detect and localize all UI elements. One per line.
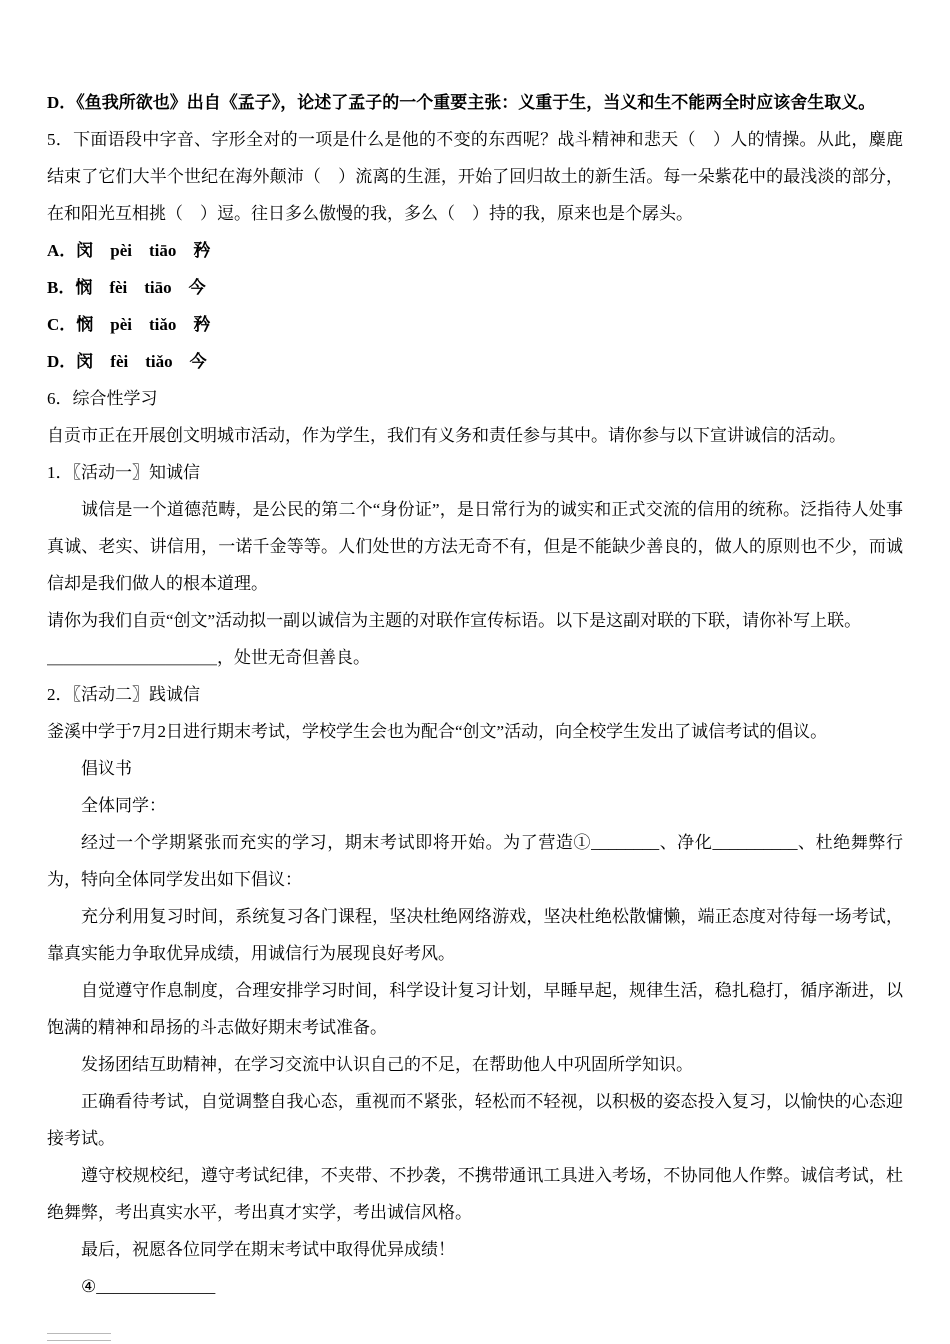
integrity-definition: 诚信是一个道德范畴，是公民的第二个“身份证”，是日常行为的诚实和正式交流的信用的统称。泛指待人处事真诚、老实、讲信用，一诺千金等等。人们处世的方法无奇不有，但是不能缺少善良的，做人的原则也不少，而诚信却是我们做人的根本道理。 xyxy=(47,500,903,593)
question-5-option-d: D．闵 fèi tiǎo 今 xyxy=(47,352,207,371)
question-6-heading: 6．综合性学习 xyxy=(47,389,158,408)
option-d-previous-question: D．《鱼我所欲也》出自《孟子》，论述了孟子的一个重要主张：义重于生，当义和生不能两全时应该舍生取义。 xyxy=(47,93,876,112)
proposal-point-2: 自觉遵守作息制度，合理安排学习时间，科学设计复习计划，早睡早起，规律生活，稳扎稳打，循序渐进，以饱满的精神和昂扬的斗志做好期末考试准备。 xyxy=(47,981,903,1037)
couplet-blank-line: ＿＿＿＿＿＿＿＿＿＿，处世无奇但善良。 xyxy=(47,648,370,667)
question-5-option-a: A．闵 pèi tiāo 矜 xyxy=(47,241,211,260)
proposal-context: 釜溪中学于7月2日进行期末考试，学校学生会也为配合“创文”活动，向全校学生发出了诚信考试的倡议。 xyxy=(47,722,828,741)
proposal-point-1: 充分利用复习时间，系统复习各门课程，坚决杜绝网络游戏，坚决杜绝松散慵懒，端正态度对待每一场考试，靠真实能力争取优异成绩，用诚信行为展现良好考风。 xyxy=(47,907,903,963)
proposal-title: 倡议书 xyxy=(81,759,132,778)
question-6-intro: 自贡市正在开展创文明城市活动，作为学生，我们有义务和责任参与其中。请你参与以下宣讲诚信的活动。 xyxy=(47,426,846,445)
couplet-instruction: 请你为我们自贡“创文”活动拟一副以诚信为主题的对联作宣传标语。以下是这副对联的下联，请你补写上联。 xyxy=(47,611,862,630)
activity-1-heading: 1．〖活动一〗知诚信 xyxy=(47,463,200,482)
proposal-salutation: 全体同学： xyxy=(81,796,166,815)
proposal-closing: 最后，祝愿各位同学在期末考试中取得优异成绩！ xyxy=(81,1240,455,1259)
proposal-blank-4: ④______________ xyxy=(81,1277,216,1296)
question-5-stem: 5．下面语段中字音、字形全对的一项是什么是他的不变的东西呢？战斗精神和悲天（ ）人的情操。从此，麋鹿结束了它们大半个世纪在海外颠沛（ ）流离的生涯，开始了回归故土的新生活。每一朵紫花中的最浅淡的部分，在和阳光互相挑（ ）逗。往日多么傲慢的我，多么（ ）持的我，原来也是个孱头。 xyxy=(47,130,903,223)
activity-2-heading: 2．〖活动二〗践诚信 xyxy=(47,685,200,704)
proposal-point-4: 正确看待考试，自觉调整自我心态，重视而不紧张，轻松而不轻视，以积极的姿态投入复习，以愉快的心态迎接考试。 xyxy=(47,1092,903,1148)
question-5-option-c: C．悯 pèi tiǎo 矜 xyxy=(47,315,211,334)
proposal-point-3: 发扬团结互助精神，在学习交流中认识自己的不足，在帮助他人中巩固所学知识。 xyxy=(81,1055,693,1074)
question-5-option-b: B．悯 fèi tiāo 今 xyxy=(47,278,206,297)
proposal-opening: 经过一个学期紧张而充实的学习，期末考试即将开始。为了营造①________、净化__________、杜绝舞弊行为，特向全体同学发出如下倡议： xyxy=(47,833,903,889)
next-page-edge-artifact xyxy=(47,1333,111,1341)
proposal-point-5: 遵守校规校纪，遵守考试纪律，不夹带、不抄袭，不携带通讯工具进入考场，不协同他人作弊。诚信考试，杜绝舞弊，考出真实水平，考出真才实学，考出诚信风格。 xyxy=(47,1166,903,1222)
